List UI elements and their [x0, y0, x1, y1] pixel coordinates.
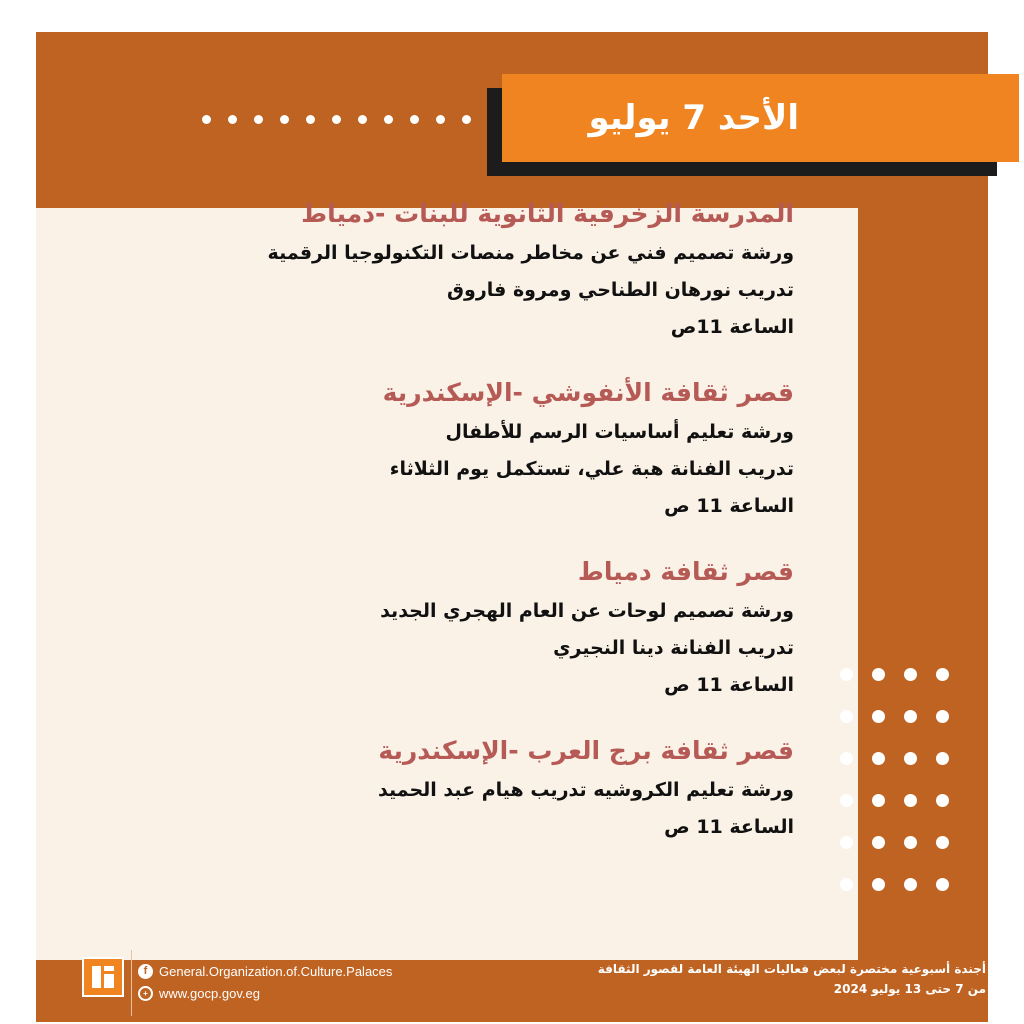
decor-dot: [936, 794, 949, 807]
event-trainer: تدريب الفنانة هبة علي، تستكمل يوم الثلاثاء: [389, 458, 794, 480]
decor-dot: [436, 115, 445, 124]
decor-dot: [410, 115, 419, 124]
decor-dot: [936, 836, 949, 849]
event-trainer: تدريب الفنانة دينا النجيري: [553, 637, 794, 659]
website-link[interactable]: [138, 982, 392, 1004]
decor-dot: [936, 668, 949, 681]
events-list: [234, 193, 794, 872]
date-heading: الأحد 7 يوليو: [588, 98, 799, 138]
decor-dot: [228, 115, 237, 124]
event-workshop: ورشة تعليم الكروشيه تدريب هيام عبد الحميد: [377, 779, 794, 801]
decor-dot: [840, 752, 853, 765]
event-time: الساعة 11 ص: [664, 816, 794, 838]
decor-dot: [904, 794, 917, 807]
decor-dot: [872, 878, 885, 891]
decor-dot: [872, 836, 885, 849]
decor-dot: [202, 115, 211, 124]
decor-dot: [872, 668, 885, 681]
social-links: [138, 960, 392, 1004]
event-time: الساعة 11 ص: [664, 674, 794, 696]
decor-dot: [306, 115, 315, 124]
decor-dot: [936, 752, 949, 765]
decorative-dots-row: [202, 115, 471, 124]
decor-dot: [904, 836, 917, 849]
decor-dot: [254, 115, 263, 124]
decor-dot: [904, 710, 917, 723]
facebook-page-name: General.Organization.of.Culture.Palaces: [159, 963, 393, 979]
decor-dot: [872, 794, 885, 807]
facebook-icon: f: [138, 964, 153, 979]
event-time: الساعة 11ص: [670, 316, 794, 338]
event-workshop: ورشة تصميم فني عن مخاطر منصات التكنولوجيا الرقمية: [267, 242, 794, 264]
facebook-link[interactable]: [138, 960, 392, 982]
decor-dot: [936, 710, 949, 723]
event-venue: قصر ثقافة الأنفوشي -الإسكندرية: [382, 378, 794, 407]
decor-dot: [840, 710, 853, 723]
agenda-caption: [598, 959, 986, 999]
agenda-title: أجندة أسبوعية مختصرة لبعض فعاليات الهيئة العامة لقصور الثقافة: [597, 962, 986, 976]
decor-dot: [280, 115, 289, 124]
decor-dot: [840, 794, 853, 807]
agenda-range: من 7 حتى 13 يوليو 2024: [833, 982, 986, 996]
decorative-dots-grid: [840, 668, 950, 891]
event-workshop: ورشة تصميم لوحات عن العام الهجري الجديد: [380, 600, 794, 622]
event-item: [234, 551, 794, 704]
event-item: [234, 193, 794, 346]
decor-dot: [462, 115, 471, 124]
event-venue: قصر ثقافة برج العرب -الإسكندرية: [378, 736, 794, 765]
decor-dot: [358, 115, 367, 124]
decor-dot: [904, 878, 917, 891]
globe-icon: +: [138, 986, 153, 1001]
decor-dot: [384, 115, 393, 124]
decor-dot: [332, 115, 341, 124]
event-item: [234, 372, 794, 525]
event-trainer: تدريب نورهان الطناحي ومروة فاروق: [447, 279, 794, 301]
decor-dot: [840, 836, 853, 849]
event-venue: المدرسة الزخرفية الثانوية للبنات -دمياط: [301, 199, 794, 228]
logo-mark-icon: [90, 964, 116, 990]
organization-logo: [82, 957, 124, 997]
date-banner: [502, 74, 1019, 162]
decor-dot: [936, 878, 949, 891]
footer-divider: [131, 950, 132, 1016]
decor-dot: [872, 710, 885, 723]
decor-dot: [840, 668, 853, 681]
event-item: [234, 730, 794, 846]
decor-dot: [840, 878, 853, 891]
event-venue: قصر ثقافة دمياط: [577, 557, 794, 586]
decor-dot: [904, 668, 917, 681]
event-time: الساعة 11 ص: [664, 495, 794, 517]
event-workshop: ورشة تعليم أساسيات الرسم للأطفال: [445, 421, 794, 443]
decor-dot: [904, 752, 917, 765]
website-url: www.gocp.gov.eg: [159, 985, 260, 1001]
decor-dot: [872, 752, 885, 765]
